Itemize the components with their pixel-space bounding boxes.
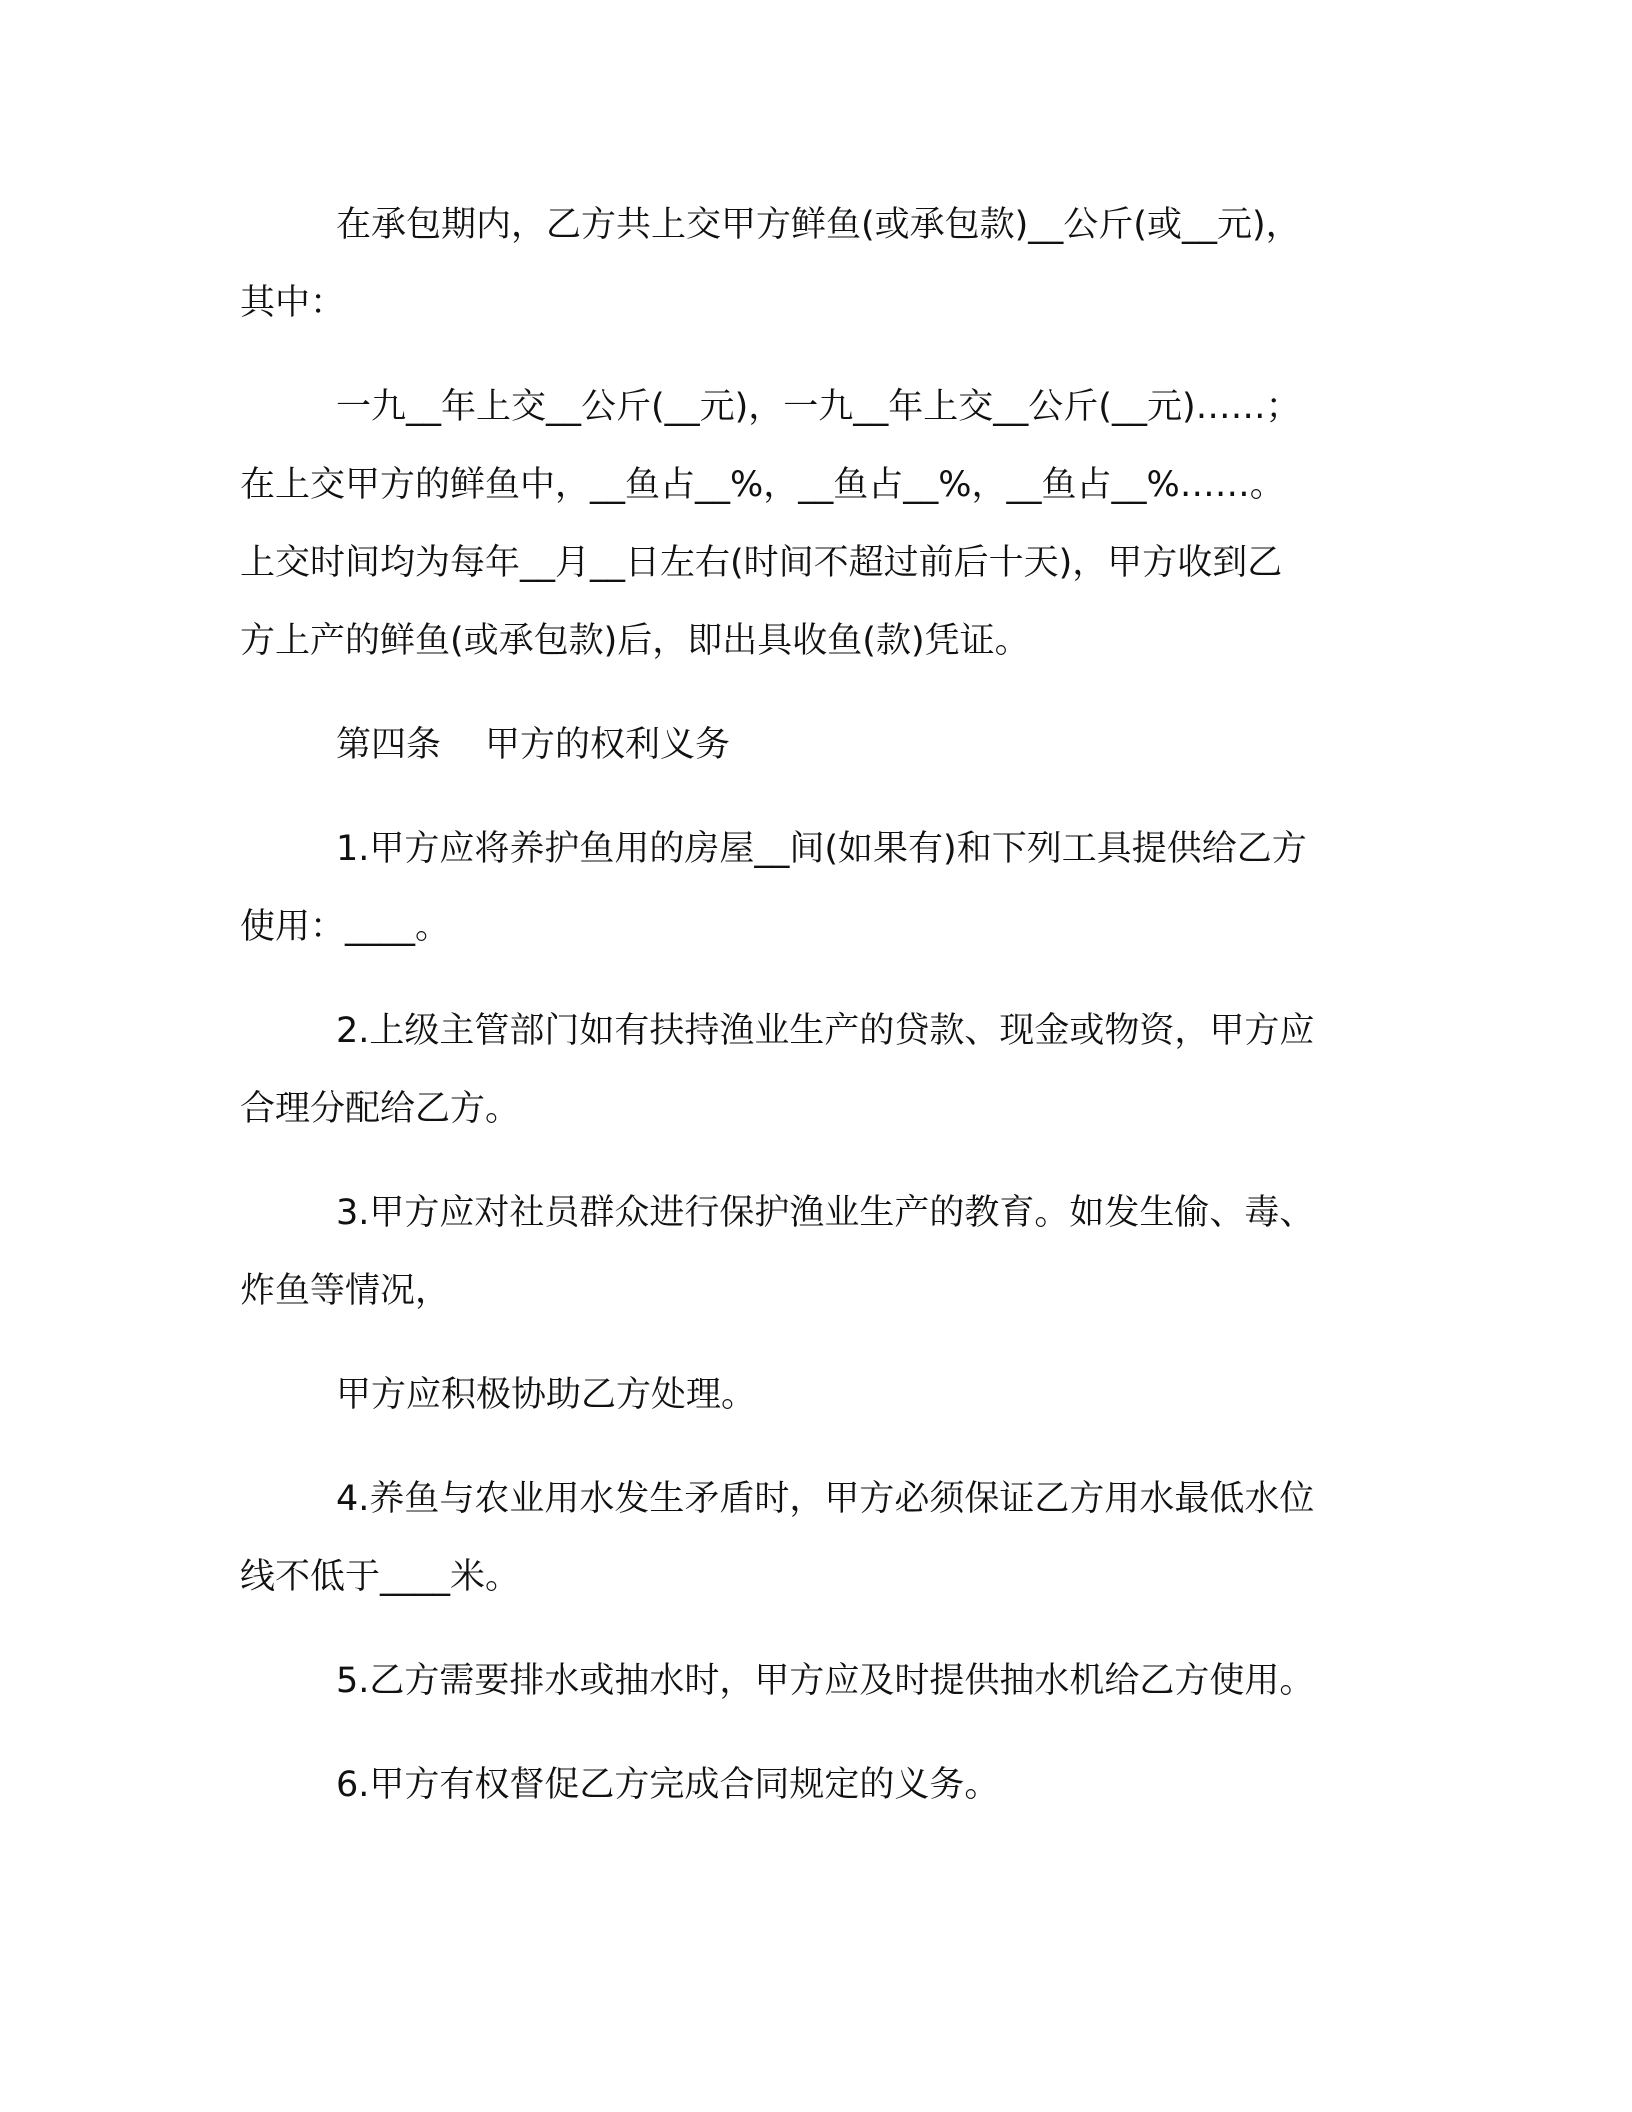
clause-item-3 [240, 1174, 1380, 1330]
paragraph-line: 在上交甲方的鲜鱼中，__鱼占__%，__鱼占__%，__鱼占__%……。 [240, 465, 1285, 505]
clause-line: 使用：____。 [240, 907, 451, 947]
clause-line: 炸鱼等情况， [240, 1271, 451, 1311]
clause-item-3-continuation [240, 1356, 1380, 1434]
clause-line: 合理分配给乙方。 [240, 1089, 521, 1129]
clause-item-4 [240, 1460, 1380, 1616]
clause-item-6 [240, 1746, 1380, 1824]
clause-line: 6.甲方有权督促乙方完成合同规定的义务。 [336, 1765, 1000, 1805]
clause-line: 5.乙方需要排水或抽水时，甲方应及时提供抽水机给乙方使用。 [336, 1661, 1315, 1701]
clause-item-1 [240, 810, 1380, 966]
article-title: 甲方的权利义务 [485, 725, 731, 765]
paragraph-contract-payment [240, 186, 1380, 342]
document-body [240, 186, 1380, 1850]
paragraph-line: 其中： [240, 283, 346, 323]
clause-line: 2.上级主管部门如有扶持渔业生产的贷款、现金或物资，甲方应 [336, 1011, 1315, 1051]
paragraph-yearly-delivery [240, 368, 1380, 680]
clause-line: 甲方应积极协助乙方处理。 [336, 1375, 757, 1415]
paragraph-line: 方上产的鲜鱼(或承包款)后，即出具收鱼(款)凭证。 [240, 621, 1030, 661]
clause-item-5 [240, 1642, 1380, 1720]
clause-line: 4.养鱼与农业用水发生矛盾时，甲方必须保证乙方用水最低水位 [336, 1479, 1315, 1519]
paragraph-line: 一九__年上交__公斤(__元)，一九__年上交__公斤(__元)……； [336, 387, 1301, 427]
clause-line: 线不低于____米。 [240, 1557, 521, 1597]
clause-item-2 [240, 992, 1380, 1148]
clause-line: 1.甲方应将养护鱼用的房屋__间(如果有)和下列工具提供给乙方 [336, 829, 1307, 869]
paragraph-line: 在承包期内，乙方共上交甲方鲜鱼(或承包款)__公斤(或__元)， [336, 205, 1301, 245]
paragraph-line: 上交时间均为每年__月__日左右(时间不超过前后十天)，甲方收到乙 [240, 543, 1283, 583]
clause-line: 3.甲方应对社员群众进行保护渔业生产的教育。如发生偷、毒、 [336, 1193, 1315, 1233]
article-number: 第四条 [336, 725, 442, 765]
article-heading [240, 706, 1380, 784]
